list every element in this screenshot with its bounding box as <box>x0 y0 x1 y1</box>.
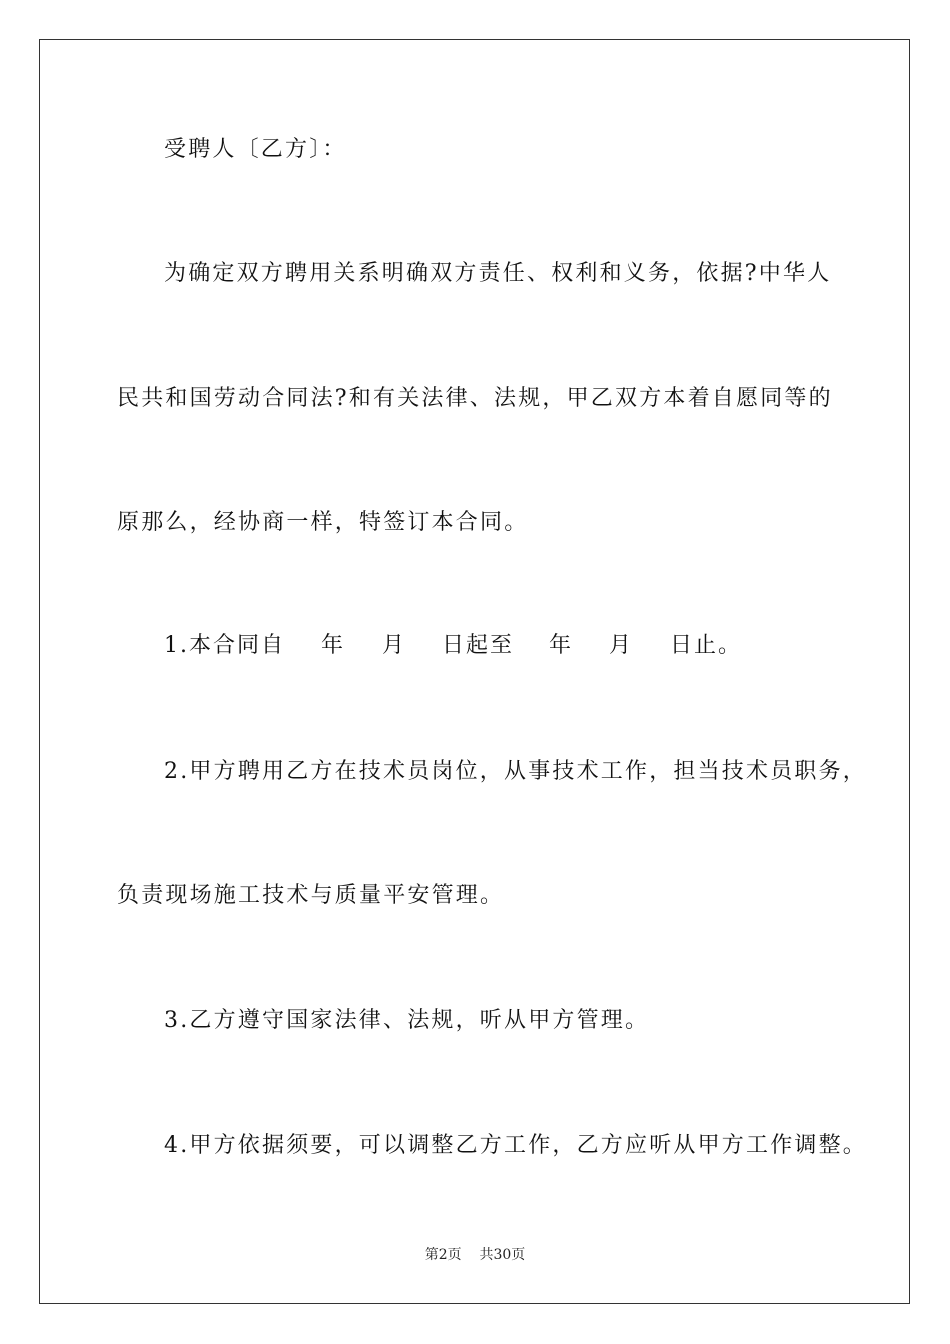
party-b-label: 受聘人〔乙方〕： <box>164 137 347 162</box>
clause-1-day-start: 日起至 <box>442 633 515 658</box>
preamble-line-1: 为确定双方聘用关系明确双方责任、权利和义务，依据?中华人 <box>164 261 832 286</box>
page-number-footer: 第2页 共30页 <box>424 1247 526 1263</box>
clause-4: 4.甲方依据须要，可以调整乙方工作，乙方应听从甲方工作调整。 <box>164 1133 867 1158</box>
clause-1-month-start: 月 <box>382 633 407 658</box>
clause-1-year-start: 年 <box>321 633 346 658</box>
clause-1-prefix: 1.本合同自 <box>164 633 285 658</box>
clause-2-line-2: 负责现场施工技术与质量平安管理。 <box>117 883 505 908</box>
clause-2-line-1: 2.甲方聘用乙方在技术员岗位，从事技术工作，担当技术员职务， <box>164 759 867 784</box>
preamble-line-3: 原那么，经协商一样，特签订本合同。 <box>117 510 529 535</box>
clause-1-year-end: 年 <box>549 633 574 658</box>
page-border <box>39 39 910 1304</box>
clause-1-month-end: 月 <box>609 633 634 658</box>
preamble-line-2: 民共和国劳动合同法?和有关法律、法规，甲乙双方本着自愿同等的 <box>117 386 833 411</box>
clause-3: 3.乙方遵守国家法律、法规，听从甲方管理。 <box>164 1008 650 1033</box>
clause-1-day-end: 日止。 <box>670 633 743 658</box>
